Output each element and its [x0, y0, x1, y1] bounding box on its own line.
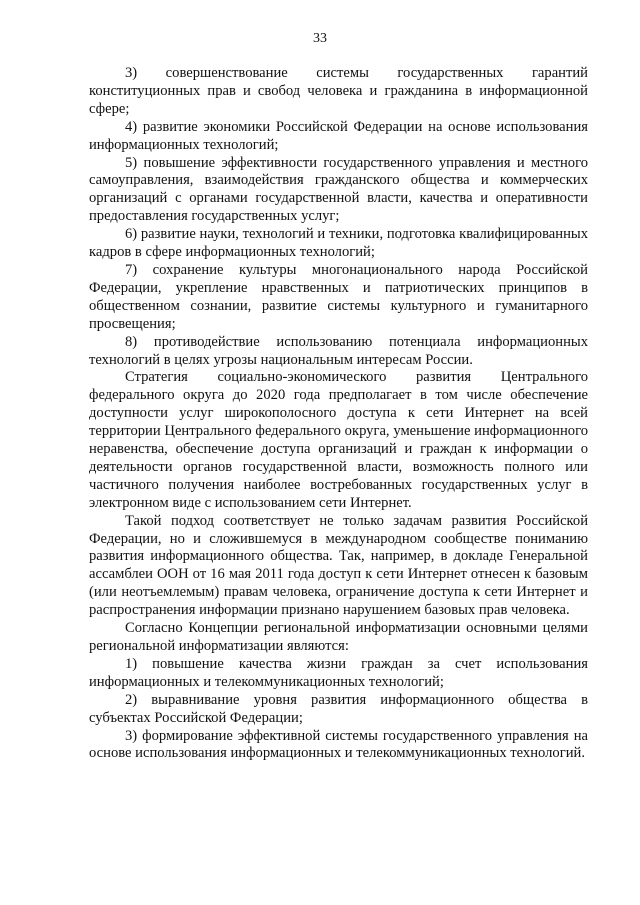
paragraph-regional-goal-1: 1) повышение качества жизни граждан за счет использования информационных и телекоммуникационных технологий; [89, 655, 588, 690]
document-body [89, 65, 588, 763]
paragraph-goal-4: 4) развитие экономики Российской Федерации на основе использования информационных технологий; [89, 118, 588, 153]
paragraph-regional-goal-3: 3) формирование эффективной системы государственного управления на основе использования информационных и телекоммуникационных технологий. [89, 727, 588, 762]
paragraph-goal-5: 5) повышение эффективности государственного управления и местного самоуправления, взаимодействия гражданского общества и коммерческих организаций с органами государственной власти, качества и оперативности предоставления государственных услуг; [89, 154, 588, 225]
page-number: 33 [313, 31, 327, 46]
paragraph-goal-7: 7) сохранение культуры многонационального народа Российской Федерации, укрепление нравственных и патриотических принципов в общественном сознании, развитие системы культурного и гуманитарного просвещения; [89, 261, 588, 332]
paragraph-concept-intro: Согласно Концепции региональной информатизации основными целями региональной информатизации являются: [89, 620, 588, 654]
paragraph-goal-8: 8) противодействие использованию потенциала информационных технологий в целях угрозы национальным интересам России. [89, 333, 588, 368]
paragraph-regional-goal-2: 2) выравнивание уровня развития информационного общества в субъектах Российской Федерации; [89, 691, 588, 726]
paragraph-strategy: Стратегия социально-экономического развития Центрального федерального округа до 2020 года предполагает в том числе обеспечение доступности услуг широкополосного доступа к сети Интернет на всей территории Центрального федерального округа, уменьшение информационного неравенства, обеспечение доступа организаций и граждан к информации о деятельности органов государственной власти, возможность полного или частичного получения наиболее востребованных государственных услуг в электронном виде с использованием сети Интернет. [89, 369, 588, 511]
paragraph-goal-3: 3) совершенствование системы государственных гарантий конституционных прав и свобод человека и гражданина в информационной сфере; [89, 65, 588, 117]
paragraph-approach: Такой подход соответствует не только задачам развития Российской Федерации, но и сложившемуся в международном сообществе пониманию развития информационного общества. Так, например, в докладе Генеральной ассамблеи ООН от 16 мая 2011 года доступ к сети Интернет отнесен к базовым (или неотъемлемым) правам человека, ограничение доступа к сети Интернет и распространения информации признано нарушением базовых прав человека. [89, 512, 588, 619]
paragraph-goal-6: 6) развитие науки, технологий и техники, подготовка квалифицированных кадров в сфере информационных технологий; [89, 226, 588, 261]
